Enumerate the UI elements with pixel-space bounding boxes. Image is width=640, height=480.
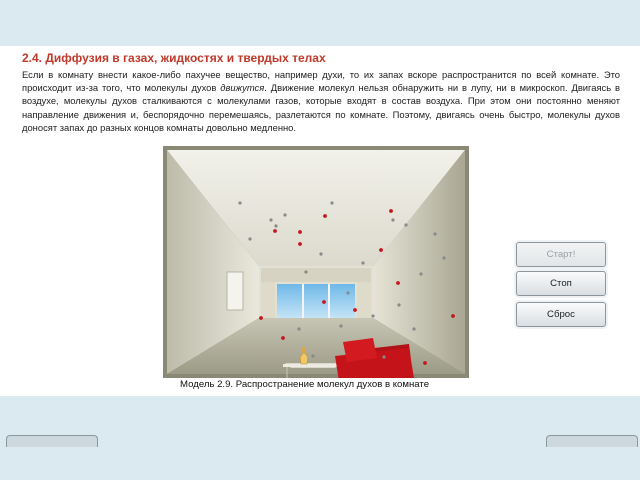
perfume-molecule [259,316,263,320]
curtain-left [261,282,275,318]
air-molecule [269,218,272,221]
model-caption: Модель 2.9. Распространение молекул духов в комнате [180,379,430,390]
air-molecule [397,303,400,306]
air-molecule [433,232,436,235]
perfume-molecule [281,336,285,340]
air-molecule [274,224,277,227]
air-molecule [391,218,394,221]
perfume-molecule [389,209,393,213]
air-molecule [339,324,342,327]
start-button[interactable]: Старт! [516,242,606,267]
air-molecule [361,261,364,264]
air-molecule [371,314,374,317]
air-molecule [382,355,385,358]
air-molecule [346,291,349,294]
reset-button[interactable]: Сброс [516,302,606,327]
air-molecule [419,272,422,275]
curtain-right [357,282,371,318]
air-molecule [283,213,286,216]
diffusion-model-canvas[interactable] [163,146,469,378]
room-illustration [163,146,469,378]
air-molecule [297,327,300,330]
perfume-molecule [323,214,327,218]
next-page-button[interactable] [546,435,638,447]
perfume-molecule [423,361,427,365]
paragraph-text-2: . Движение молекул нельзя обнаружить ни в лупу, ни в микроскоп. Двигаясь в воздухе, молекулы духов сталкиваются с молекулами газов, которые входят в состав воздуха. При этом они постоянно меняют направление движения и, беспорядочно перемешаясь, разлетаются по комнате. Поэтому, двигаясь очень быстро, молекулы духов доносят запах до разных концов комнаты довольно медленно. [22,82,620,133]
sofa-armrest [343,338,377,362]
section-paragraph [22,68,620,134]
air-molecule [248,237,251,240]
perfume-molecule [353,308,357,312]
air-molecule [442,256,445,259]
air-molecule [412,327,415,330]
paragraph-emphasis: движутся [220,82,265,94]
air-molecule [238,201,241,204]
prev-page-button[interactable] [6,435,98,447]
perfume-molecule [322,300,326,304]
air-molecule [304,270,307,273]
window [277,284,355,318]
air-molecule [311,354,314,357]
stop-button[interactable]: Стоп [516,271,606,296]
perfume-molecule [298,242,302,246]
air-molecule [404,223,407,226]
wall-picture [227,272,243,310]
content-page [0,46,640,396]
perfume-molecule [451,314,455,318]
air-molecule [330,201,333,204]
perfume-molecule [273,229,277,233]
air-molecule [319,252,322,255]
perfume-molecule [379,248,383,252]
perfume-molecule [396,281,400,285]
curtain-valance [261,268,371,282]
perfume-molecule [298,230,302,234]
section-title: 2.4. Диффузия в газах, жидкостях и твердых телах [22,51,326,65]
paragraph-text-1: Если в комнату внести какое-либо пахучее вещество, например духи, то их запах вскоре распространится по всей комнате. Это происходит из-за того, что молекулы духов [22,69,620,94]
